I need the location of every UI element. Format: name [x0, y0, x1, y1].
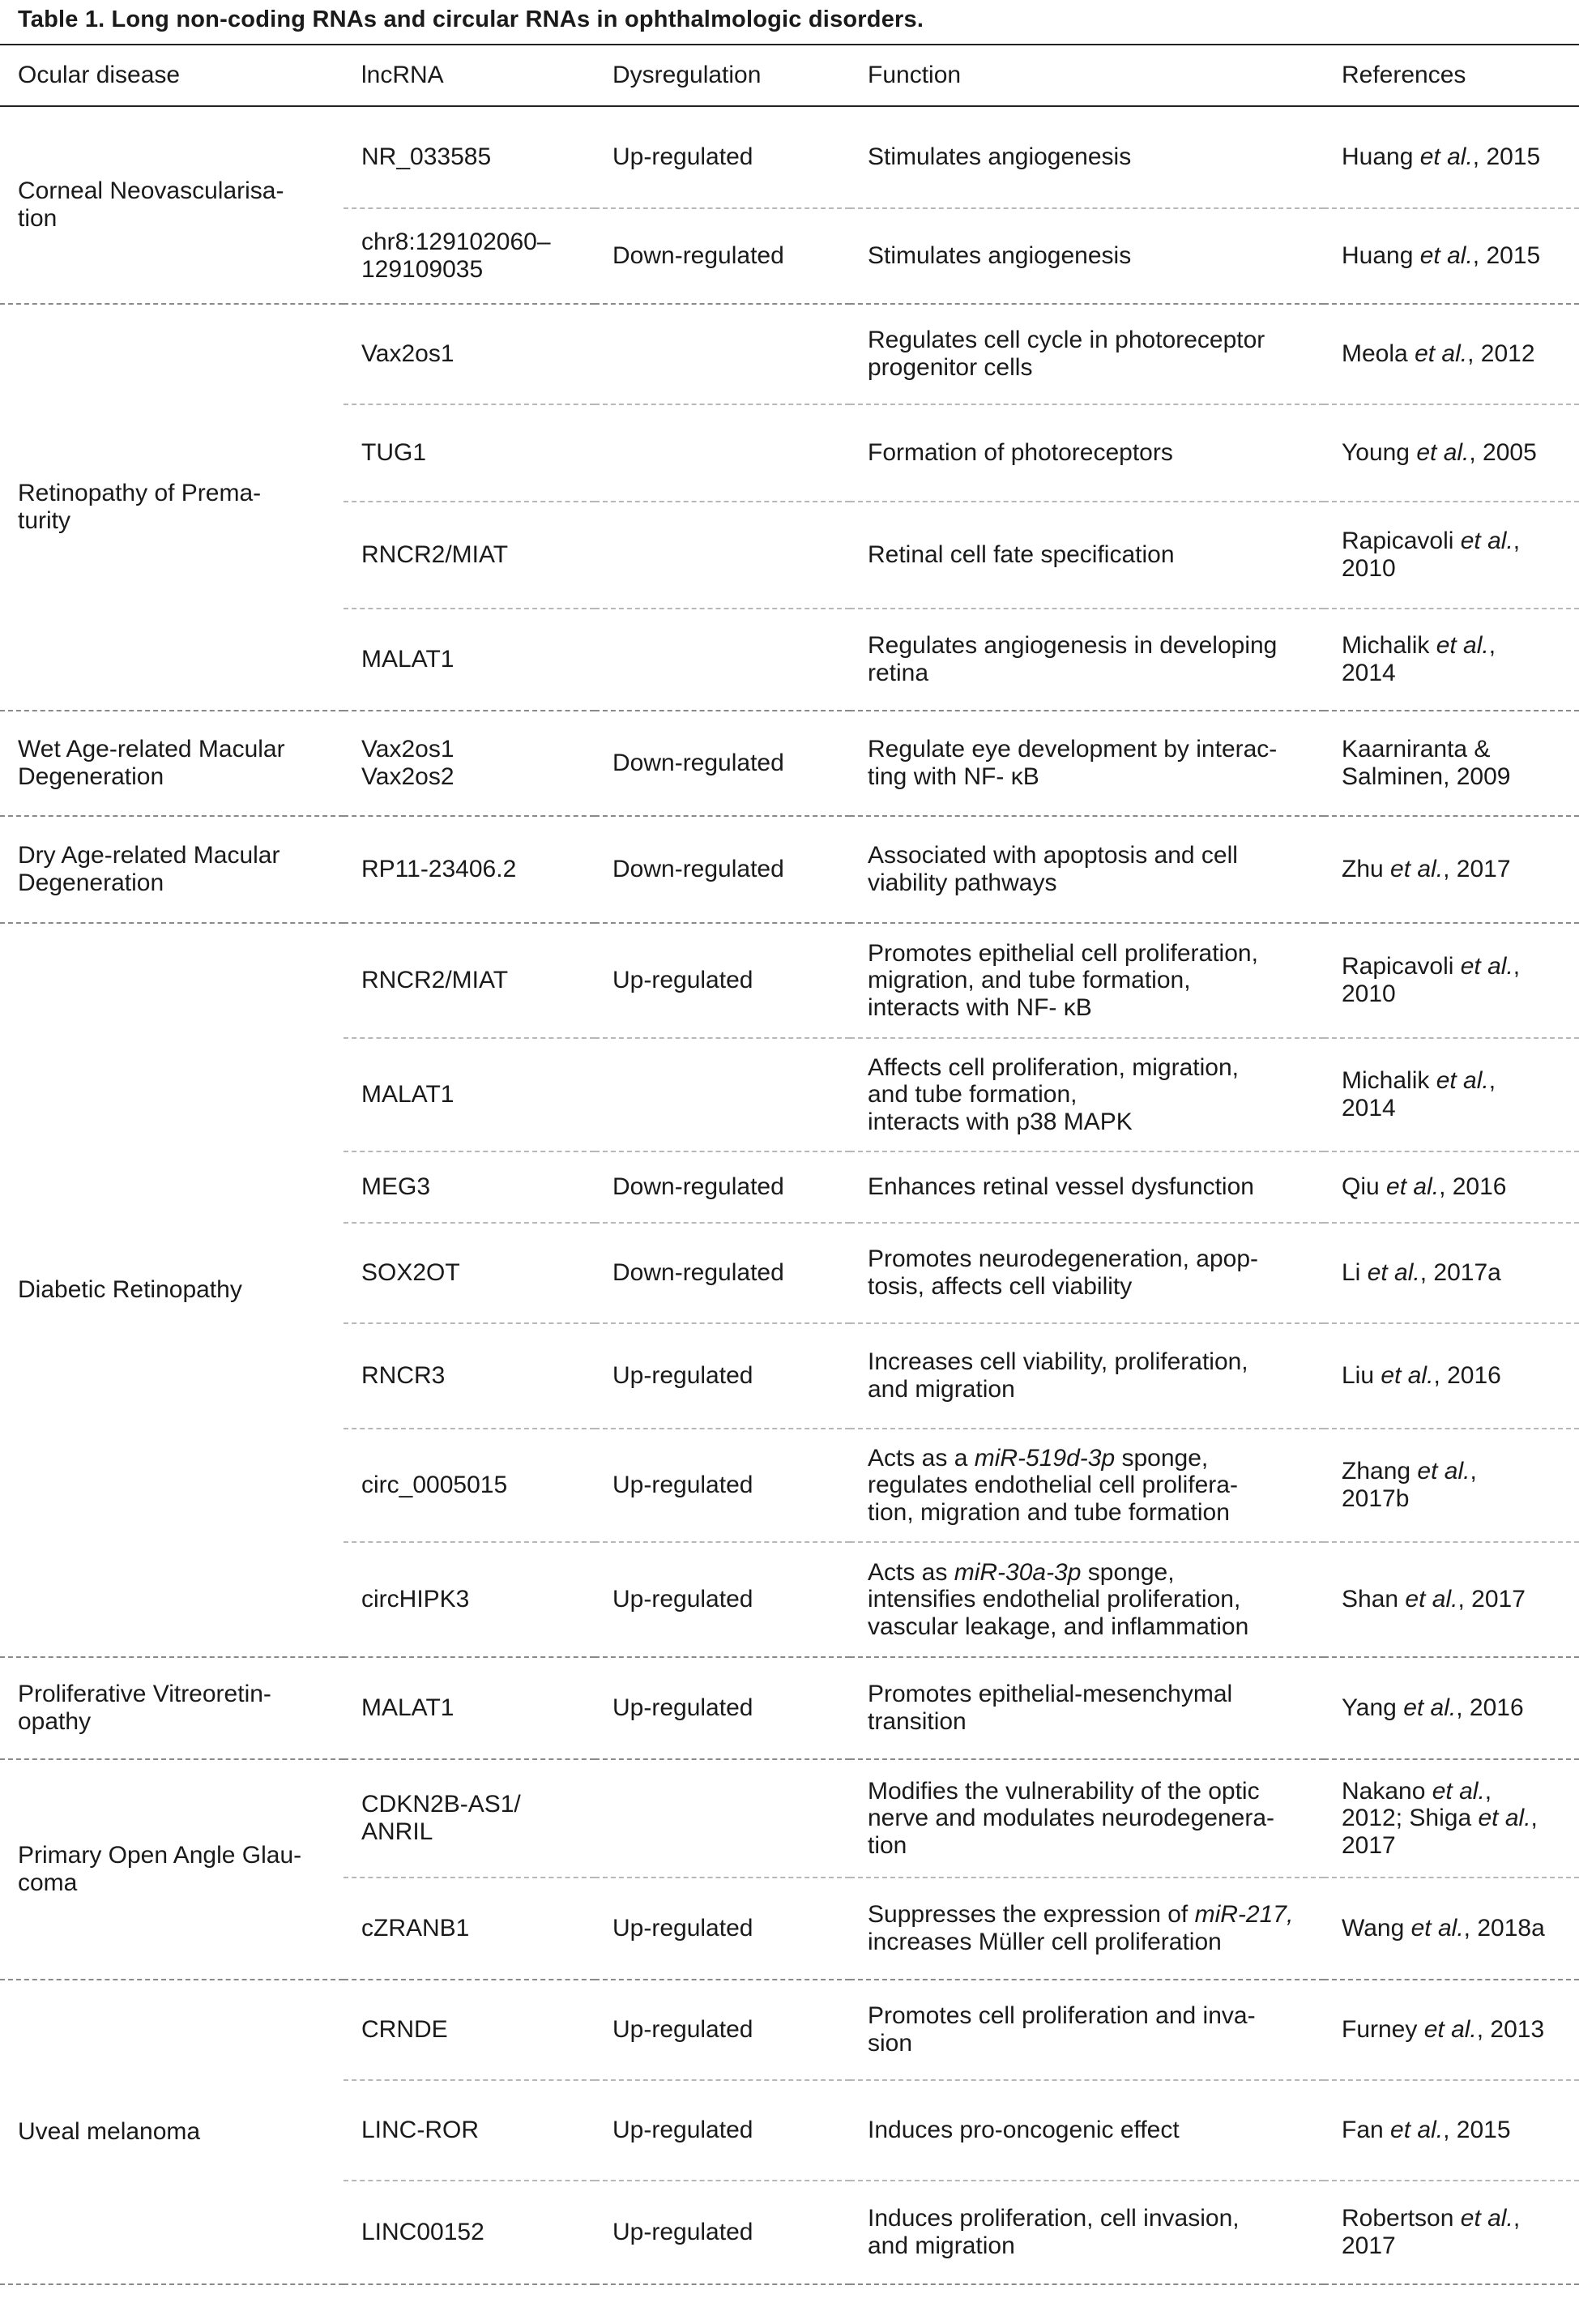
lncrna-name: Vax2os1: [361, 340, 454, 368]
reference-year: , 2017a: [1419, 1259, 1501, 1287]
cell-function: [850, 923, 1324, 1038]
ocular-disease-name: Uveal melanoma: [18, 2118, 201, 2146]
cell-function: [850, 1223, 1324, 1323]
function-text: Suppresses the expression of: [868, 1901, 1195, 1929]
reference-etal: et al.: [1386, 1173, 1440, 1201]
function-text: Enhances retinal vessel dysfunction: [868, 1173, 1254, 1201]
function-mirna: miR-519d-3p: [974, 1444, 1116, 1472]
cell-lncrna: [344, 208, 595, 304]
lncrna-name: LINC00152: [361, 2219, 484, 2246]
reference-year: , 2013: [1476, 2016, 1545, 2044]
reference-author: Meola: [1342, 340, 1408, 368]
function-text: Acts as a: [868, 1444, 975, 1472]
reference-year: , 2010: [1342, 528, 1521, 582]
function-text-cont: sponge, regulates endothelial cell prolifera- tion, migration and tube formation: [868, 1444, 1238, 1526]
cell-function: [850, 304, 1324, 404]
reference-year: , 2016: [1456, 1694, 1524, 1722]
reference-etal: et al.: [1436, 1067, 1489, 1095]
reference-etal: et al.: [1419, 242, 1473, 270]
cell-function: [850, 1038, 1324, 1151]
reference-author: Rapicavoli: [1342, 953, 1454, 980]
reference-etal: et al.: [1390, 2117, 1444, 2144]
cell-lncrna: [344, 2181, 595, 2284]
cell-lncrna: [344, 1038, 595, 1151]
reference-year: , 2017: [1342, 1805, 1538, 1859]
reference-etal: et al.: [1415, 340, 1468, 368]
reference-etal: et al.: [1417, 1458, 1470, 1485]
dysregulation-value: Up-regulated: [612, 1362, 753, 1390]
cell-dysregulation: [595, 923, 850, 1038]
dysregulation-value: Down-regulated: [612, 242, 784, 270]
reference-author: Zhu: [1342, 856, 1384, 883]
dysregulation-value: Down-regulated: [612, 856, 784, 883]
cell-lncrna: [344, 1429, 595, 1542]
cell-dysregulation: [595, 1038, 850, 1151]
cell-dysregulation: [595, 2181, 850, 2284]
cell-reference: [1324, 1323, 1579, 1429]
function-text: Promotes epithelial cell proliferation, migration, and tube formation, interacts with NF- κB: [868, 939, 1258, 1021]
cell-reference: [1324, 1542, 1579, 1657]
cell-function: [850, 816, 1324, 923]
cell-function: [850, 1323, 1324, 1429]
reference-etal: et al.: [1367, 1259, 1420, 1287]
ocular-disease-name: Retinopathy of Prema- turity: [18, 480, 262, 534]
cell-dysregulation: [595, 304, 850, 404]
lncrna-name: CDKN2B-AS1/ ANRIL: [361, 1791, 521, 1845]
lncrna-name: MALAT1: [361, 1694, 454, 1722]
function-text: Retinal cell fate specification: [868, 541, 1175, 569]
cell-reference: [1324, 1980, 1579, 2080]
cell-lncrna: [344, 106, 595, 208]
cell-lncrna: [344, 1980, 595, 2080]
cell-function: [850, 1542, 1324, 1657]
cell-reference: [1324, 1038, 1579, 1151]
header-row: [0, 45, 1579, 106]
dysregulation-value: Up-regulated: [612, 1915, 753, 1942]
cell-function: [850, 1980, 1324, 2080]
reference-year: , 2018a: [1463, 1915, 1545, 1942]
ocular-disease-name: Primary Open Angle Glau- coma: [18, 1842, 302, 1896]
table-row: [0, 1980, 1579, 2080]
lncrna-name: Vax2os1 Vax2os2: [361, 736, 454, 790]
reference-year: , 2010: [1342, 953, 1521, 1007]
cell-function: [850, 1657, 1324, 1759]
lncrna-name: SOX2OT: [361, 1259, 460, 1287]
function-mirna: miR-217,: [1194, 1901, 1294, 1929]
reference-author: Li: [1342, 1259, 1361, 1287]
lncrna-name: chr8:129102060– 129109035: [361, 229, 551, 283]
cell-dysregulation: [595, 711, 850, 816]
reference-etal: et al.: [1436, 632, 1489, 660]
reference-author: Young: [1342, 439, 1410, 467]
cell-reference: [1324, 106, 1579, 208]
reference-year: , 2005: [1469, 439, 1537, 467]
function-text-cont: increases Müller cell proliferation: [868, 1929, 1222, 1955]
reference-year: , 2014: [1342, 1067, 1496, 1121]
cell-function: [850, 502, 1324, 609]
cell-reference: [1324, 711, 1579, 816]
reference-author: Yang: [1342, 1694, 1397, 1722]
reference-etal: et al.: [1460, 2205, 1513, 2232]
cell-dysregulation: [595, 1323, 850, 1429]
function-text: Induces pro-oncogenic effect: [868, 2117, 1180, 2144]
cell-reference: [1324, 304, 1579, 404]
reference-etal: et al.: [1460, 953, 1513, 980]
cell-dysregulation: [595, 502, 850, 609]
function-mirna: miR-30a-3p: [954, 1558, 1082, 1586]
lncrna-name: MALAT1: [361, 1081, 454, 1109]
lncrna-table: [0, 44, 1579, 2285]
cell-dysregulation: [595, 106, 850, 208]
ocular-disease-name: Proliferative Vitreoretin- opathy: [18, 1681, 271, 1735]
lncrna-name: NR_033585: [361, 143, 492, 171]
reference-etal: et al.: [1419, 143, 1473, 171]
reference-year: , 2017: [1342, 2205, 1521, 2259]
cell-dysregulation: [595, 1657, 850, 1759]
reference-author: Qiu: [1342, 1173, 1380, 1201]
cell-reference: [1324, 502, 1579, 609]
function-text: Regulates cell cycle in photoreceptor progenitor cells: [868, 327, 1265, 381]
cell-dysregulation: [595, 816, 850, 923]
cell-reference: [1324, 1429, 1579, 1542]
reference-text-mid: , 2012; Shiga: [1342, 1777, 1492, 1832]
function-text: Regulate eye development by interac- ting with NF- κB: [868, 736, 1278, 790]
reference-year: , 2015: [1472, 242, 1541, 270]
reference-year: , 2015: [1443, 2117, 1511, 2144]
reference-year: , 2015: [1472, 143, 1541, 171]
header-references: References: [1324, 45, 1579, 106]
cell-function: [850, 106, 1324, 208]
ocular-disease-name: Wet Age-related Macular Degeneration: [18, 736, 285, 790]
cell-dysregulation: [595, 1429, 850, 1542]
cell-reference: [1324, 1151, 1579, 1223]
table-body: [0, 106, 1579, 2284]
cell-lncrna: [344, 304, 595, 404]
reference-author: Fan: [1342, 2117, 1384, 2144]
table-caption-label: Table 1.: [18, 6, 105, 32]
reference-author: Liu: [1342, 1362, 1375, 1390]
cell-dysregulation: [595, 1878, 850, 1980]
table-row: [0, 711, 1579, 816]
dysregulation-value: Up-regulated: [612, 1472, 753, 1499]
cell-ocular-disease: [0, 923, 344, 1657]
dysregulation-value: Up-regulated: [612, 2117, 753, 2144]
reference-etal: et al.: [1432, 1777, 1485, 1805]
reference-author: Robertson: [1342, 2205, 1454, 2232]
cell-reference: [1324, 1223, 1579, 1323]
lncrna-name: circ_0005015: [361, 1472, 508, 1499]
function-text: Increases cell viability, proliferation, and migration: [868, 1348, 1248, 1403]
cell-lncrna: [344, 404, 595, 502]
cell-dysregulation: [595, 1759, 850, 1878]
table-row: [0, 1657, 1579, 1759]
reference-author: Shan: [1342, 1586, 1399, 1613]
function-text: Formation of photoreceptors: [868, 439, 1173, 467]
dysregulation-value: Down-regulated: [612, 1259, 784, 1287]
cell-function: [850, 1151, 1324, 1223]
reference-author: Furney: [1342, 2016, 1418, 2044]
lncrna-name: RNCR2/MIAT: [361, 541, 509, 569]
cell-lncrna: [344, 502, 595, 609]
cell-reference: [1324, 208, 1579, 304]
lncrna-name: TUG1: [361, 439, 427, 467]
function-text: Modifies the vulnerability of the optic nerve and modulates neurodegenera- tion: [868, 1777, 1275, 1859]
cell-lncrna: [344, 923, 595, 1038]
table-header: [0, 45, 1579, 106]
reference-text: Kaarniranta & Salminen, 2009: [1342, 736, 1511, 790]
cell-lncrna: [344, 1323, 595, 1429]
cell-reference: [1324, 923, 1579, 1038]
cell-lncrna: [344, 1542, 595, 1657]
cell-reference: [1324, 404, 1579, 502]
reference-etal: et al.: [1405, 1586, 1458, 1613]
reference-year: , 2016: [1439, 1173, 1507, 1201]
cell-lncrna: [344, 2080, 595, 2181]
reference-year: , 2016: [1433, 1362, 1501, 1390]
reference-author: Rapicavoli: [1342, 528, 1454, 555]
table-row: [0, 1759, 1579, 1878]
reference-etal: et al.: [1460, 528, 1513, 555]
function-text: Stimulates angiogenesis: [868, 242, 1132, 270]
cell-dysregulation: [595, 2080, 850, 2181]
function-text: Regulates angiogenesis in developing retina: [868, 632, 1278, 686]
reference-year: , 2017: [1443, 856, 1511, 883]
cell-dysregulation: [595, 1151, 850, 1223]
cell-reference: [1324, 2181, 1579, 2284]
cell-function: [850, 711, 1324, 816]
dysregulation-value: Down-regulated: [612, 750, 784, 777]
table-row: [0, 304, 1579, 404]
reference-etal: et al.: [1478, 1805, 1531, 1832]
reference-etal: et al.: [1381, 1362, 1434, 1390]
cell-reference: [1324, 1759, 1579, 1878]
reference-author: Zhang: [1342, 1458, 1411, 1485]
reference-etal: et al.: [1423, 2016, 1477, 2044]
dysregulation-value: Up-regulated: [612, 143, 753, 171]
cell-ocular-disease: [0, 106, 344, 304]
lncrna-name: LINC-ROR: [361, 2117, 480, 2144]
reference-year: , 2017: [1457, 1586, 1526, 1613]
cell-lncrna: [344, 816, 595, 923]
cell-reference: [1324, 1657, 1579, 1759]
cell-function: [850, 1878, 1324, 1980]
cell-function: [850, 404, 1324, 502]
table-row: [0, 816, 1579, 923]
reference-etal: et al.: [1403, 1694, 1457, 1722]
cell-lncrna: [344, 1878, 595, 1980]
function-text-cont: sponge, intensifies endothelial proliferation, vascular leakage, and inflammation: [868, 1558, 1249, 1640]
reference-author: Michalik: [1342, 1067, 1430, 1095]
cell-lncrna: [344, 711, 595, 816]
lncrna-name: MEG3: [361, 1173, 431, 1201]
table-caption-text: Long non-coding RNAs and circular RNAs in ophthalmologic disorders.: [111, 6, 924, 32]
cell-dysregulation: [595, 1223, 850, 1323]
table-row: [0, 106, 1579, 208]
cell-function: [850, 208, 1324, 304]
cell-lncrna: [344, 1223, 595, 1323]
function-text: Associated with apoptosis and cell viability pathways: [868, 842, 1238, 896]
function-text: Induces proliferation, cell invasion, and migration: [868, 2205, 1240, 2259]
reference-author: Huang: [1342, 242, 1414, 270]
header-ocular-disease: Ocular disease: [0, 45, 344, 106]
cell-dysregulation: [595, 1980, 850, 2080]
cell-ocular-disease: [0, 711, 344, 816]
function-text: Affects cell proliferation, migration, and tube formation, interacts with p38 MAPK: [868, 1053, 1239, 1135]
reference-author: Nakano: [1342, 1777, 1426, 1805]
cell-dysregulation: [595, 1542, 850, 1657]
dysregulation-value: Up-regulated: [612, 2016, 753, 2044]
reference-author: Wang: [1342, 1915, 1405, 1942]
cell-function: [850, 2181, 1324, 2284]
ocular-disease-name: Corneal Neovascularisa- tion: [18, 177, 284, 232]
function-text: Promotes epithelial-mesenchymal transition: [868, 1681, 1233, 1735]
reference-etal: et al.: [1416, 439, 1470, 467]
lncrna-name: MALAT1: [361, 646, 454, 673]
reference-etal: et al.: [1390, 856, 1444, 883]
lncrna-name: CRNDE: [361, 2016, 448, 2044]
cell-reference: [1324, 816, 1579, 923]
function-text: Acts as: [868, 1558, 954, 1586]
function-text: Promotes neurodegeneration, apop- tosis, affects cell viability: [868, 1245, 1258, 1300]
cell-dysregulation: [595, 609, 850, 711]
lncrna-name: cZRANB1: [361, 1915, 470, 1942]
table-caption: [18, 6, 924, 33]
cell-function: [850, 1429, 1324, 1542]
ocular-disease-name: Dry Age-related Macular Degeneration: [18, 842, 280, 896]
cell-function: [850, 609, 1324, 711]
table-row: [0, 923, 1579, 1038]
reference-author: Huang: [1342, 143, 1414, 171]
cell-dysregulation: [595, 208, 850, 304]
header-dysregulation: Dysregulation: [595, 45, 850, 106]
cell-ocular-disease: [0, 1980, 344, 2284]
cell-ocular-disease: [0, 1759, 344, 1980]
header-function: Function: [850, 45, 1324, 106]
ocular-disease-name: Diabetic Retinopathy: [18, 1276, 242, 1304]
cell-lncrna: [344, 1151, 595, 1223]
cell-reference: [1324, 609, 1579, 711]
dysregulation-value: Up-regulated: [612, 967, 753, 994]
cell-lncrna: [344, 1759, 595, 1878]
cell-reference: [1324, 2080, 1579, 2181]
lncrna-name: RNCR2/MIAT: [361, 967, 509, 994]
reference-author: Michalik: [1342, 632, 1430, 660]
function-text: Promotes cell proliferation and inva- sion: [868, 2002, 1256, 2057]
dysregulation-value: Up-regulated: [612, 2219, 753, 2246]
reference-year: , 2014: [1342, 632, 1496, 686]
dysregulation-value: Up-regulated: [612, 1694, 753, 1722]
dysregulation-value: Down-regulated: [612, 1173, 784, 1201]
header-lncrna: lncRNA: [344, 45, 595, 106]
reference-year: , 2012: [1467, 340, 1535, 368]
cell-ocular-disease: [0, 1657, 344, 1759]
lncrna-name: RNCR3: [361, 1362, 446, 1390]
function-text: Stimulates angiogenesis: [868, 143, 1132, 171]
cell-lncrna: [344, 609, 595, 711]
cell-ocular-disease: [0, 304, 344, 711]
cell-lncrna: [344, 1657, 595, 1759]
reference-year: , 2017b: [1342, 1458, 1477, 1512]
cell-ocular-disease: [0, 816, 344, 923]
cell-reference: [1324, 1878, 1579, 1980]
cell-dysregulation: [595, 404, 850, 502]
dysregulation-value: Up-regulated: [612, 1586, 753, 1613]
lncrna-name: circHIPK3: [361, 1586, 470, 1613]
lncrna-name: RP11-23406.2: [361, 856, 517, 883]
cell-function: [850, 2080, 1324, 2181]
reference-etal: et al.: [1410, 1915, 1464, 1942]
cell-function: [850, 1759, 1324, 1878]
